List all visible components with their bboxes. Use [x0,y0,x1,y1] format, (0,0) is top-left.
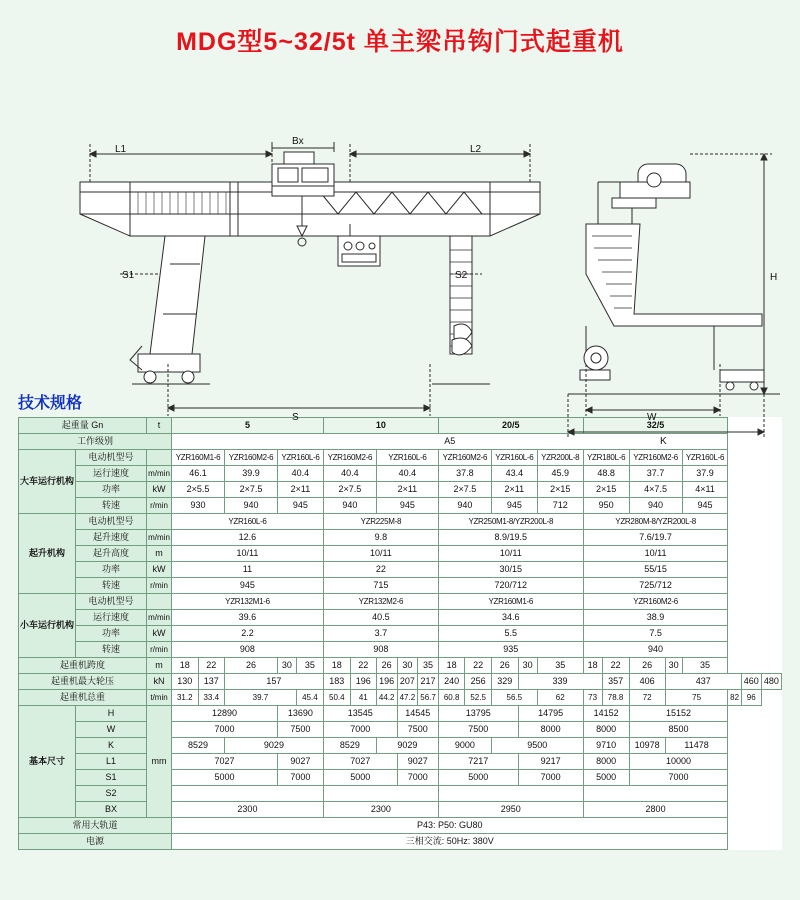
cell: 7027 [323,754,397,770]
table-row-power [19,834,782,850]
cell: 26 [225,658,278,674]
row-label: 运行速度 [76,610,147,626]
cell: 712 [537,498,583,514]
cell: 2950 [438,802,583,818]
cell: 13690 [277,706,323,722]
row-label: 转速 [76,578,147,594]
cell: 12890 [172,706,278,722]
table-row-span [19,658,782,674]
cell: 7500 [397,722,438,738]
cell: 22 [198,658,225,674]
cell: 35 [537,658,583,674]
cell: 39.6 [172,610,324,626]
cell: YZR200L-8 [537,450,583,466]
rail-value: P43: P50: GU80 [172,818,728,834]
cell: 9500 [491,738,583,754]
table-row-dim-s1 [19,770,782,786]
cell: 18 [172,658,198,674]
cell: 9000 [438,738,491,754]
row-label: S2 [76,786,147,802]
capacity-32-5: 32/5 [583,418,728,434]
cell: 10/11 [323,546,438,562]
cell: 46.1 [172,466,225,482]
cell: YZR160M1-6 [172,450,225,466]
table-row-hoist-power [19,562,782,578]
cell: YZR160M2-6 [225,450,278,466]
table-row-dim-h [19,706,782,722]
cell: 35 [418,658,439,674]
cell: 15152 [629,706,728,722]
cell: YZR132M1-6 [172,594,324,610]
cell: 7500 [438,722,518,738]
cell: 62 [537,690,583,706]
cell: 10/11 [438,546,583,562]
cell: 940 [438,498,491,514]
cell: YZR160L-6 [277,450,323,466]
cell: 22 [323,562,438,578]
cell: YZR180L-6 [583,450,629,466]
cell: 38.9 [583,610,728,626]
row-label: 起重机跨度 [19,658,147,674]
cell: 480 [761,674,781,690]
cell: 8529 [323,738,376,754]
row-label: BX [76,802,147,818]
group-label-hoist: 起升机构 [19,514,76,594]
table-row-dim-s2 [19,786,782,802]
row-label: 常用大轨道 [19,818,172,834]
dim-label-s2: S2 [455,270,468,281]
cell: 935 [438,642,583,658]
cell: 2×15 [537,482,583,498]
cell: 329 [491,674,518,690]
cell: 5000 [323,770,397,786]
row-unit: m [147,658,172,674]
cell: 12.6 [172,530,324,546]
cell: YZR160M1-6 [438,594,583,610]
cell: 940 [629,498,682,514]
cell: 8500 [629,722,728,738]
cell: 14152 [583,706,629,722]
cell: 73 [583,690,602,706]
row-unit: t/min [147,690,172,706]
cell: 33.4 [198,690,225,706]
row-unit: kW [147,482,172,498]
cell: YZR160L-6 [172,514,324,530]
cell: 30 [518,658,537,674]
spec-heading: 技术规格 [18,395,83,412]
row-label: 功率 [76,482,147,498]
row-unit: kN [147,674,172,690]
table-row-total-weight [19,690,782,706]
cell: 9029 [225,738,324,754]
cell: 78.8 [602,690,629,706]
cell: 37.7 [629,466,682,482]
cell: YZR160M2-6 [438,450,491,466]
cell: 60.8 [438,690,464,706]
row-label: 起重机总重 [19,690,147,706]
cell: 3.7 [323,626,438,642]
table-row-bigcar-power [19,482,782,498]
capacity-20-5: 20/5 [438,418,583,434]
cell: 37.9 [682,466,728,482]
row-unit [147,514,172,530]
row-unit [147,450,172,466]
cell: YZR160L-6 [491,450,537,466]
specification-table [18,417,782,850]
cell: 9710 [583,738,629,754]
cell: 40.4 [376,466,438,482]
cell: 8000 [518,722,583,738]
cell: 30 [397,658,418,674]
row-label: 起重量 Gn [19,418,147,434]
cell: 30 [665,658,682,674]
table-row-rail [19,818,782,834]
cell: 137 [198,674,225,690]
cell: 950 [583,498,629,514]
cell: 4×11 [682,482,728,498]
cell: YZR160M2-6 [629,450,682,466]
table-row-trolley-speed [19,610,782,626]
cell: 908 [172,642,324,658]
cell: 945 [491,498,537,514]
cell: 13795 [438,706,518,722]
cell: 2×7.5 [438,482,491,498]
cell: 14545 [397,706,438,722]
cell: 256 [465,674,492,690]
cell: 40.4 [277,466,323,482]
cell: 357 [602,674,629,690]
table-row-dim-w [19,722,782,738]
cell: 940 [323,498,376,514]
table-row-trolley-rpm [19,642,782,658]
row-unit: r/min [147,498,172,514]
cell: 2×11 [376,482,438,498]
cell: 339 [518,674,602,690]
cell: 5000 [583,770,629,786]
cell: 2×7.5 [225,482,278,498]
cell: 18 [323,658,350,674]
cell: 715 [323,578,438,594]
cell: 9.8 [323,530,438,546]
cell: 9029 [376,738,438,754]
cell [172,786,324,802]
row-label: 电动机型号 [76,450,147,466]
cell: YZR132M2-6 [323,594,438,610]
row-label: 功率 [76,562,147,578]
row-label: S1 [76,770,147,786]
cell: 10/11 [172,546,324,562]
row-unit: m/min [147,466,172,482]
cell: 940 [225,498,278,514]
cell: 30/15 [438,562,583,578]
cell: 56.5 [491,690,537,706]
cell: 207 [397,674,418,690]
cell: 7000 [629,770,728,786]
cell: 725/712 [583,578,728,594]
table-row-hoist-height [19,546,782,562]
cell: 8000 [583,754,629,770]
cell: 460 [741,674,761,690]
cell: 47.2 [397,690,418,706]
cell: 40.4 [323,466,376,482]
cell: 5000 [438,770,518,786]
table-row-bigcar-motor [19,450,782,466]
cell: 22 [602,658,629,674]
cell: YZR160L-6 [376,450,438,466]
row-unit: kW [147,626,172,642]
group-label-dimensions: 基本尺寸 [19,706,76,818]
cell: 50.4 [323,690,350,706]
cell [438,786,583,802]
cell: 908 [323,642,438,658]
cell: 72 [629,690,665,706]
table-row-dim-bx [19,802,782,818]
cell: YZR280M-8/YZR200L-8 [583,514,728,530]
cell: 39.7 [225,690,297,706]
row-unit: r/min [147,642,172,658]
cell: 11 [172,562,324,578]
cell: 22 [350,658,376,674]
cell: 52.5 [465,690,492,706]
dim-label-l2: L2 [470,144,482,155]
cell: 43.4 [491,466,537,482]
cell: 7.5 [583,626,728,642]
cell: 945 [376,498,438,514]
table-row-dim-l1 [19,754,782,770]
cell: 18 [583,658,602,674]
cell: 9027 [397,754,438,770]
cell: 48.8 [583,466,629,482]
cell: 45.4 [296,690,323,706]
cell: 56.7 [418,690,439,706]
cell: 10978 [629,738,665,754]
cell: 4×7.5 [629,482,682,498]
cell: 5000 [172,770,278,786]
row-label: 电动机型号 [76,594,147,610]
dim-unit: mm [147,706,172,818]
cell: 14795 [518,706,583,722]
row-label: 转速 [76,642,147,658]
cell: 30 [277,658,296,674]
cell: 82 [728,690,741,706]
row-label: 转速 [76,498,147,514]
cell: 26 [376,658,397,674]
dim-label-l1: L1 [115,144,127,155]
cell: YZR160M2-6 [323,450,376,466]
row-label: 电源 [19,834,172,850]
cell: 930 [172,498,225,514]
cell: 7000 [397,770,438,786]
power-value: 三相交流: 50Hz: 380V [172,834,728,850]
worklevel-value: A5 [172,434,728,450]
cell: 437 [665,674,741,690]
capacity-10: 10 [323,418,438,434]
cell: 945 [277,498,323,514]
cell: 196 [376,674,397,690]
dim-label-s: S [292,412,299,423]
cell: 2300 [172,802,324,818]
row-unit: kW [147,562,172,578]
cell: 2×7.5 [323,482,376,498]
cell: 406 [629,674,665,690]
dim-label-k: K [660,436,667,447]
cell: 22 [465,658,492,674]
row-unit: r/min [147,578,172,594]
dim-label-w: W [647,412,657,423]
cell: 39.9 [225,466,278,482]
row-label: 起升速度 [76,530,147,546]
cell: 8.9/19.5 [438,530,583,546]
cell: 2300 [323,802,438,818]
cell: 157 [225,674,324,690]
row-label: W [76,722,147,738]
cell: 35 [682,658,728,674]
cell: 7.6/19.7 [583,530,728,546]
row-unit [147,594,172,610]
table-row-hoist-speed [19,530,782,546]
cell: 2×11 [277,482,323,498]
row-label: 起重机最大轮压 [19,674,147,690]
cell: 96 [741,690,761,706]
cell [323,786,438,802]
cell: 2×5.5 [172,482,225,498]
cell: 8529 [172,738,225,754]
cell: 2.2 [172,626,324,642]
cell [583,786,728,802]
cell: 35 [296,658,323,674]
row-label: L1 [76,754,147,770]
row-label: 工作级别 [19,434,172,450]
cell: 130 [172,674,198,690]
cell: 7000 [172,722,278,738]
table-row-dim-k [19,738,782,754]
table-row-bigcar-rpm [19,498,782,514]
cell: 26 [491,658,518,674]
row-label: 起升高度 [76,546,147,562]
table-row-worklevel [19,434,782,450]
cell: 8000 [583,722,629,738]
cell: 55/15 [583,562,728,578]
row-unit: m [147,546,172,562]
dim-label-h: H [770,272,778,283]
row-label: K [76,738,147,754]
table-row-bigcar-speed [19,466,782,482]
cell: 5.5 [438,626,583,642]
cell: 75 [665,690,728,706]
cell: 7000 [323,722,397,738]
cell: YZR160L-6 [682,450,728,466]
cell: YZR250M1-8/YZR200L-8 [438,514,583,530]
cell: 720/712 [438,578,583,594]
cell: 2×11 [491,482,537,498]
row-label: 运行速度 [76,466,147,482]
cell: 7000 [277,770,323,786]
cell: 2×15 [583,482,629,498]
capacity-5: 5 [172,418,324,434]
cell: 18 [438,658,464,674]
cell: 40.5 [323,610,438,626]
cell: 34.6 [438,610,583,626]
table-row-wheel-load [19,674,782,690]
cell: 183 [323,674,350,690]
cell: 10000 [629,754,728,770]
row-label: H [76,706,147,722]
cell: 945 [172,578,324,594]
table-row-trolley-motor [19,594,782,610]
cell: 2800 [583,802,728,818]
row-label: 功率 [76,626,147,642]
page-title: MDG型5~32/5t 单主梁吊钩门式起重机 [176,28,624,56]
cell: 44.2 [376,690,397,706]
dim-label-s1: S1 [122,270,135,281]
cell: 45.9 [537,466,583,482]
cell: 7217 [438,754,518,770]
table-row-trolley-power [19,626,782,642]
cell: 9217 [518,754,583,770]
cell: YZR160M2-6 [583,594,728,610]
cell: 7027 [172,754,278,770]
cell: 13545 [323,706,397,722]
cell: 196 [350,674,376,690]
row-unit: t [147,418,172,434]
row-unit: m/min [147,530,172,546]
cell: 7000 [518,770,583,786]
table-row-hoist-rpm [19,578,782,594]
cell: 217 [418,674,439,690]
cell: 10/11 [583,546,728,562]
table-row-hoist-motor [19,514,782,530]
cell: 7500 [277,722,323,738]
table-row-capacity [19,418,782,434]
cell: 9027 [277,754,323,770]
cell: YZR225M-8 [323,514,438,530]
dim-label-bx: Bx [292,136,304,147]
row-label: 电动机型号 [76,514,147,530]
cell: 37.8 [438,466,491,482]
cell: 11478 [665,738,728,754]
cell: 940 [583,642,728,658]
cell: 31.2 [172,690,198,706]
group-label-trolley: 小车运行机构 [19,594,76,658]
group-label-bigcar: 大车运行机构 [19,450,76,514]
cell: 945 [682,498,728,514]
row-unit: m/min [147,610,172,626]
cell: 26 [629,658,665,674]
cell: 240 [438,674,464,690]
cell: 41 [350,690,376,706]
